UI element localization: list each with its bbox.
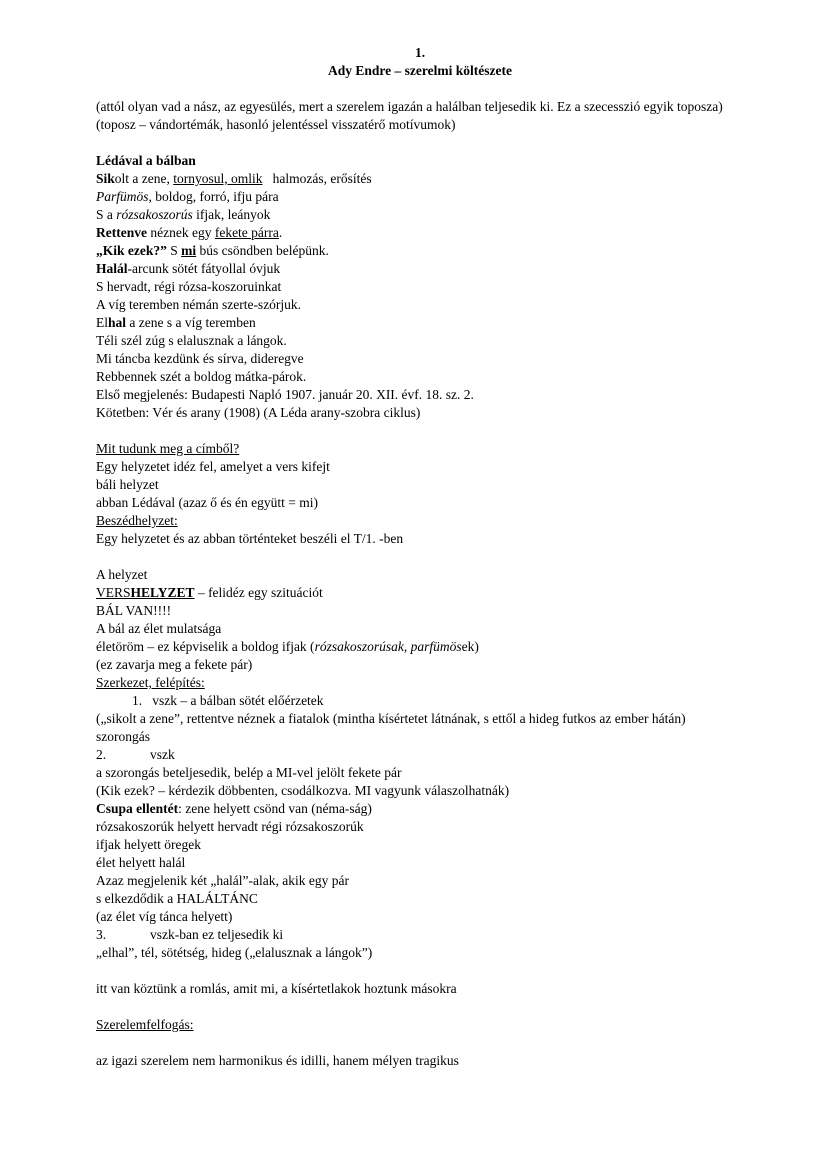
text-segment: S hervadt, régi rózsa-koszoruinkat [96,279,282,294]
text-segment: (Kik ezek? – kérdezik döbbenten, csodálkozva. MI vagyunk válaszolhatnák) [96,783,510,798]
body-line [96,638,744,656]
text-segment: (attól olyan vad a nász, az egyesülés, mert a szerelem igazán a halálban teljesedik ki. Ez a szecesszió egyik toposza) (toposz – vándortémák, hasonló jelentéssel visszatérő motívumok) [96,99,727,132]
blank-line [96,1034,744,1052]
text-segment: tornyosul, omlik [173,171,263,186]
text-segment: bús csöndben belépünk. [196,243,329,258]
blank-line [96,548,744,566]
text-segment: Rebbennek szét a boldog mátka-párok. [96,369,307,384]
text-segment: Egy helyzetet idéz fel, amelyet a vers kifejt [96,459,330,474]
text-segment: néznek egy [146,225,215,240]
text-segment: Ady Endre – szerelmi költészete [328,63,512,78]
body-line [96,836,744,854]
text-segment: ifjak helyett öregek [96,837,201,852]
text-segment: hal [108,315,127,330]
text-segment: Parfümös [96,189,149,204]
text-segment: halmozás, erősítés [262,171,372,186]
text-segment: Csupa ellentét [96,801,179,816]
body-line [96,818,744,836]
text-segment: Sik [96,171,115,186]
text-segment: Rettenve [96,225,147,240]
text-segment: („sikolt a zene”, rettentve néznek a fiatalok (mintha kísértetet látnának, s ettől a hideg futkos az ember hátán) [96,711,686,726]
list-item [96,692,744,710]
text-segment: életöröm – ez képviselik a boldog ifjak ( [96,639,315,654]
text-segment: A helyzet [96,567,148,582]
text-segment: : zene helyett csönd van (néma-ság) [178,801,372,816]
body-line [96,728,744,746]
text-segment: s elkezdődik a HALÁLTÁNC [96,891,258,906]
text-segment: 2. vszk [96,747,175,762]
body-line [96,620,744,638]
text-segment: HELYZET [130,585,195,600]
poem-line [96,242,744,260]
body-line [96,566,744,584]
text-segment: Mi táncba kezdünk és sírva, dideregve [96,351,304,366]
poem-line [96,296,744,314]
body-line [96,656,744,674]
text-segment: „Kik ezek?” [96,243,167,258]
poem-line [96,206,744,224]
text-segment: . [278,225,283,240]
poem-line [96,332,744,350]
text-segment: VERS [96,585,131,600]
poem-line [96,188,744,206]
text-segment: A bál az élet mulatsága [96,621,222,636]
body-line [96,800,744,818]
body-line [96,890,744,908]
text-segment: rózsakoszorús [116,207,193,222]
text-segment: Halál [96,261,128,276]
document-content [96,44,744,1070]
text-segment: 1. vszk – a bálban sötét előérzetek [132,693,324,708]
text-segment: (ez zavarja meg a fekete pár) [96,657,253,672]
text-segment: Lédával a bálban [96,153,196,168]
body-line [96,584,744,602]
body-line [96,872,744,890]
text-segment: BÁL VAN!!!! [96,603,172,618]
intro-note [96,98,744,134]
text-segment: Szerelemfelfogás: [96,1017,194,1032]
poem-line [96,260,744,278]
list-item [96,746,744,764]
text-segment: A víg teremben némán szerte-szórjuk. [96,297,302,312]
blank-line [96,80,744,98]
poem-line [96,350,744,368]
section-heading [96,1016,744,1034]
body-line [96,980,744,998]
text-segment: -arcunk sötét fátyollal óvjuk [127,261,281,276]
text-segment: a zene s a víg teremben [126,315,256,330]
text-segment: , boldog, forró, ifju pára [148,189,279,204]
list-item [96,926,744,944]
blank-line [96,962,744,980]
text-segment: az igazi szerelem nem harmonikus és idilli, hanem mélyen tragikus [96,1053,459,1068]
text-segment: El [96,315,108,330]
text-segment: S a [96,207,117,222]
body-line [96,458,744,476]
text-segment: ifjak, leányok [192,207,271,222]
text-segment: Téli szél zúg s elalusznak a lángok. [96,333,287,348]
poem-line [96,278,744,296]
body-line [96,854,744,872]
text-segment: abban Lédával (azaz ő és én együtt = mi) [96,495,319,510]
publication-note [96,404,744,422]
body-line [96,782,744,800]
document-title [96,62,744,80]
text-segment: itt van köztünk a romlás, amit mi, a kísértetlakok hoztunk másokra [96,981,457,996]
section-heading [96,440,744,458]
body-line [96,494,744,512]
blank-line [96,998,744,1016]
text-segment: ek) [461,639,479,654]
text-segment: – felidéz egy szituációt [194,585,323,600]
page-number [96,44,744,62]
text-segment: 1. [414,45,426,60]
body-line [96,476,744,494]
blank-line [96,134,744,152]
text-segment: Beszédhelyzet: [96,513,178,528]
text-segment: „elhal”, tél, sötétség, hideg („elalusznak a lángok”) [96,945,373,960]
section-heading [96,674,744,692]
poem-line [96,224,744,242]
poem-line [96,170,744,188]
text-segment: Egy helyzetet és az abban történteket beszéli el T/1. -ben [96,531,404,546]
body-line [96,710,744,728]
text-segment: Azaz megjelenik két „halál”-alak, akik egy pár [96,873,349,888]
text-segment: rózsakoszorúk helyett hervadt régi rózsakoszorúk [96,819,364,834]
text-segment: olt a zene, [114,171,174,186]
text-segment: a szorongás beteljesedik, belép a MI-vel jelölt fekete pár [96,765,402,780]
text-segment: Kötetben: Vér és arany (1908) (A Léda arany-szobra ciklus) [96,405,421,420]
body-line [96,1052,744,1070]
text-segment: fekete párra [214,225,279,240]
body-line [96,602,744,620]
text-segment: (az élet víg tánca helyett) [96,909,233,924]
text-segment: szorongás [96,729,150,744]
text-segment: báli helyzet [96,477,159,492]
text-segment: mi [181,243,197,258]
text-segment: 3. vszk-ban ez teljesedik ki [96,927,284,942]
text-segment: Első megjelenés: Budapesti Napló 1907. január 20. XII. évf. 18. sz. 2. [96,387,474,402]
poem-line [96,314,744,332]
poem-line [96,368,744,386]
body-line [96,764,744,782]
text-segment: élet helyett halál [96,855,186,870]
text-segment: S [166,243,182,258]
body-line [96,530,744,548]
text-segment: Szerkezet, felépítés: [96,675,205,690]
body-line [96,908,744,926]
blank-line [96,422,744,440]
poem-title [96,152,744,170]
body-line [96,944,744,962]
publication-note [96,386,744,404]
text-segment: rózsakoszorúsak, parfümös [314,639,462,654]
section-heading [96,512,744,530]
text-segment: Mit tudunk meg a címből? [96,441,240,456]
